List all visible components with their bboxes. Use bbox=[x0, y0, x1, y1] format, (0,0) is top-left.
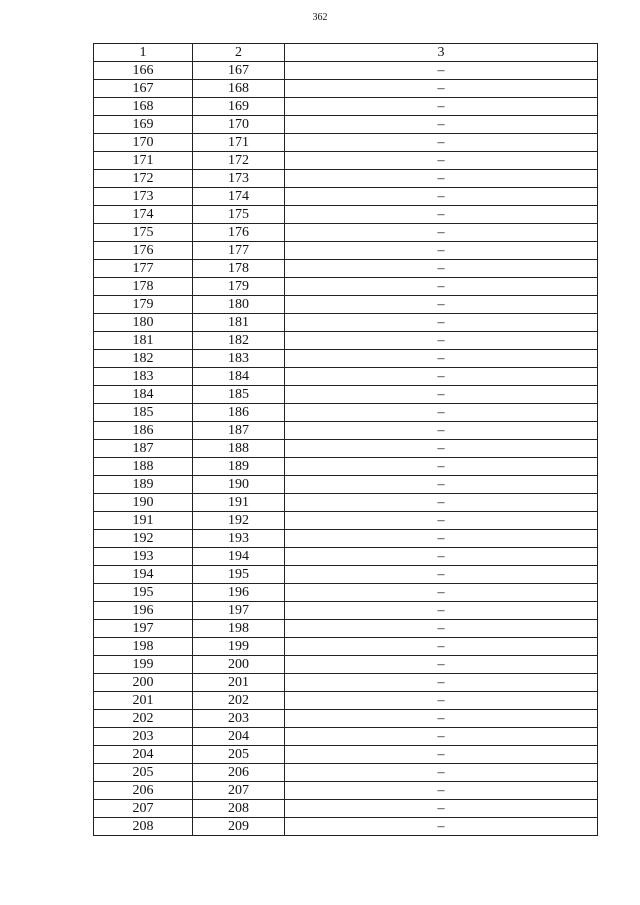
table-row bbox=[94, 548, 598, 566]
table-cell: – bbox=[285, 494, 598, 512]
table-row bbox=[94, 530, 598, 548]
table-cell: 208 bbox=[193, 800, 285, 818]
table-cell: 180 bbox=[94, 314, 193, 332]
table-cell: – bbox=[285, 386, 598, 404]
table-cell: 183 bbox=[193, 350, 285, 368]
table-row bbox=[94, 188, 598, 206]
table-row bbox=[94, 98, 598, 116]
table-cell: 182 bbox=[94, 350, 193, 368]
table-cell: – bbox=[285, 548, 598, 566]
table-row bbox=[94, 368, 598, 386]
table-cell: 193 bbox=[193, 530, 285, 548]
table-cell: – bbox=[285, 764, 598, 782]
table-cell: 176 bbox=[193, 224, 285, 242]
table-row bbox=[94, 170, 598, 188]
table-row bbox=[94, 656, 598, 674]
table-cell: 197 bbox=[193, 602, 285, 620]
table-cell: 181 bbox=[94, 332, 193, 350]
table-row bbox=[94, 332, 598, 350]
table-cell: – bbox=[285, 728, 598, 746]
table-cell: 176 bbox=[94, 242, 193, 260]
table-cell: 177 bbox=[94, 260, 193, 278]
table-cell: 184 bbox=[94, 386, 193, 404]
table-cell: 195 bbox=[94, 584, 193, 602]
table-cell: 190 bbox=[94, 494, 193, 512]
table-cell: – bbox=[285, 782, 598, 800]
table-cell: 166 bbox=[94, 62, 193, 80]
table-cell: 175 bbox=[193, 206, 285, 224]
table-row bbox=[94, 386, 598, 404]
table-cell: 202 bbox=[94, 710, 193, 728]
table-cell: – bbox=[285, 188, 598, 206]
table-cell: – bbox=[285, 656, 598, 674]
table-cell: 200 bbox=[94, 674, 193, 692]
table-cell: 199 bbox=[94, 656, 193, 674]
table-cell: – bbox=[285, 260, 598, 278]
table-row bbox=[94, 422, 598, 440]
table-cell: – bbox=[285, 332, 598, 350]
column-header: 3 bbox=[285, 44, 598, 62]
table-cell: 205 bbox=[94, 764, 193, 782]
table-cell: 206 bbox=[94, 782, 193, 800]
page-number: 362 bbox=[312, 12, 328, 23]
table-cell: 196 bbox=[94, 602, 193, 620]
table-row bbox=[94, 728, 598, 746]
table-cell: 186 bbox=[94, 422, 193, 440]
table-cell: 194 bbox=[94, 566, 193, 584]
table-cell: – bbox=[285, 278, 598, 296]
table-cell: 173 bbox=[193, 170, 285, 188]
table-cell: 180 bbox=[193, 296, 285, 314]
table-row bbox=[94, 116, 598, 134]
table-cell: 170 bbox=[94, 134, 193, 152]
table-cell: 167 bbox=[193, 62, 285, 80]
table-cell: 209 bbox=[193, 818, 285, 836]
table-row bbox=[94, 134, 598, 152]
table-row bbox=[94, 278, 598, 296]
table-cell: 188 bbox=[193, 440, 285, 458]
table-cell: – bbox=[285, 224, 598, 242]
table-cell: 201 bbox=[193, 674, 285, 692]
table-cell: – bbox=[285, 62, 598, 80]
table-cell: – bbox=[285, 800, 598, 818]
table-cell: 170 bbox=[193, 116, 285, 134]
table-row bbox=[94, 206, 598, 224]
table-cell: 207 bbox=[193, 782, 285, 800]
table-row bbox=[94, 314, 598, 332]
table-cell: – bbox=[285, 206, 598, 224]
table-cell: 195 bbox=[193, 566, 285, 584]
table-cell: 183 bbox=[94, 368, 193, 386]
table-cell: – bbox=[285, 134, 598, 152]
table-row bbox=[94, 710, 598, 728]
table-cell: 177 bbox=[193, 242, 285, 260]
table-cell: – bbox=[285, 80, 598, 98]
table-cell: 186 bbox=[193, 404, 285, 422]
table-cell: 194 bbox=[193, 548, 285, 566]
table-cell: – bbox=[285, 584, 598, 602]
table-cell: 168 bbox=[94, 98, 193, 116]
table-cell: – bbox=[285, 422, 598, 440]
table-row bbox=[94, 404, 598, 422]
table-cell: – bbox=[285, 404, 598, 422]
table-row bbox=[94, 818, 598, 836]
table-row bbox=[94, 782, 598, 800]
table-row bbox=[94, 638, 598, 656]
table-cell: – bbox=[285, 602, 598, 620]
table-cell: 201 bbox=[94, 692, 193, 710]
table-cell: 187 bbox=[193, 422, 285, 440]
table-cell: 179 bbox=[94, 296, 193, 314]
table-cell: 172 bbox=[193, 152, 285, 170]
table-cell: – bbox=[285, 440, 598, 458]
table-cell: 206 bbox=[193, 764, 285, 782]
table-cell: 178 bbox=[193, 260, 285, 278]
table-cell: 188 bbox=[94, 458, 193, 476]
table-cell: – bbox=[285, 620, 598, 638]
table-cell: – bbox=[285, 296, 598, 314]
table-row bbox=[94, 224, 598, 242]
table-cell: – bbox=[285, 818, 598, 836]
table-row bbox=[94, 260, 598, 278]
table-cell: – bbox=[285, 692, 598, 710]
table-row bbox=[94, 350, 598, 368]
table-cell: 207 bbox=[94, 800, 193, 818]
table-cell: – bbox=[285, 710, 598, 728]
table-cell: 193 bbox=[94, 548, 193, 566]
table-row bbox=[94, 152, 598, 170]
table-cell: 181 bbox=[193, 314, 285, 332]
table-cell: – bbox=[285, 638, 598, 656]
table-cell: 172 bbox=[94, 170, 193, 188]
table-cell: 204 bbox=[193, 728, 285, 746]
table-cell: – bbox=[285, 242, 598, 260]
table-cell: 205 bbox=[193, 746, 285, 764]
table-cell: 197 bbox=[94, 620, 193, 638]
table-row bbox=[94, 764, 598, 782]
table-cell: 171 bbox=[193, 134, 285, 152]
data-table bbox=[93, 43, 598, 836]
table-cell: 199 bbox=[193, 638, 285, 656]
table-row bbox=[94, 440, 598, 458]
table-cell: 198 bbox=[193, 620, 285, 638]
table-cell: 189 bbox=[193, 458, 285, 476]
table-cell: – bbox=[285, 458, 598, 476]
table-cell: 198 bbox=[94, 638, 193, 656]
table-cell: – bbox=[285, 674, 598, 692]
table-row bbox=[94, 296, 598, 314]
table-cell: 208 bbox=[94, 818, 193, 836]
table-cell: 200 bbox=[193, 656, 285, 674]
table-cell: 196 bbox=[193, 584, 285, 602]
table-cell: 192 bbox=[94, 530, 193, 548]
table-row bbox=[94, 80, 598, 98]
table-row bbox=[94, 476, 598, 494]
table-cell: 178 bbox=[94, 278, 193, 296]
table-cell: 174 bbox=[193, 188, 285, 206]
table-cell: – bbox=[285, 170, 598, 188]
table-row bbox=[94, 242, 598, 260]
table-row bbox=[94, 692, 598, 710]
table-row bbox=[94, 674, 598, 692]
column-header: 1 bbox=[94, 44, 193, 62]
table-body bbox=[94, 62, 598, 836]
table-cell: 190 bbox=[193, 476, 285, 494]
table-cell: 191 bbox=[193, 494, 285, 512]
table-cell: 185 bbox=[94, 404, 193, 422]
table-cell: – bbox=[285, 512, 598, 530]
table-cell: – bbox=[285, 746, 598, 764]
table-cell: 185 bbox=[193, 386, 285, 404]
table-cell: 192 bbox=[193, 512, 285, 530]
table-cell: – bbox=[285, 98, 598, 116]
table-cell: 182 bbox=[193, 332, 285, 350]
table-cell: 179 bbox=[193, 278, 285, 296]
table-cell: 175 bbox=[94, 224, 193, 242]
table-cell: 169 bbox=[193, 98, 285, 116]
table-cell: – bbox=[285, 530, 598, 548]
table-cell: – bbox=[285, 566, 598, 584]
table-cell: 167 bbox=[94, 80, 193, 98]
table-row bbox=[94, 602, 598, 620]
table-cell: 203 bbox=[193, 710, 285, 728]
table-cell: 187 bbox=[94, 440, 193, 458]
table-cell: 169 bbox=[94, 116, 193, 134]
table-row bbox=[94, 512, 598, 530]
table-cell: 203 bbox=[94, 728, 193, 746]
table-header-row bbox=[94, 44, 598, 62]
table-row bbox=[94, 584, 598, 602]
table-cell: – bbox=[285, 350, 598, 368]
table-row bbox=[94, 494, 598, 512]
table-row bbox=[94, 62, 598, 80]
table-cell: – bbox=[285, 476, 598, 494]
table-row bbox=[94, 746, 598, 764]
table-cell: 202 bbox=[193, 692, 285, 710]
table-row bbox=[94, 458, 598, 476]
table-cell: 173 bbox=[94, 188, 193, 206]
table-cell: – bbox=[285, 116, 598, 134]
table-cell: 184 bbox=[193, 368, 285, 386]
table-cell: 174 bbox=[94, 206, 193, 224]
table-cell: – bbox=[285, 368, 598, 386]
table-row bbox=[94, 566, 598, 584]
table-row bbox=[94, 800, 598, 818]
column-header: 2 bbox=[193, 44, 285, 62]
table-cell: 191 bbox=[94, 512, 193, 530]
table-cell: 189 bbox=[94, 476, 193, 494]
table-row bbox=[94, 620, 598, 638]
table-cell: 204 bbox=[94, 746, 193, 764]
table-cell: – bbox=[285, 314, 598, 332]
table-cell: 171 bbox=[94, 152, 193, 170]
table-cell: 168 bbox=[193, 80, 285, 98]
table-cell: – bbox=[285, 152, 598, 170]
